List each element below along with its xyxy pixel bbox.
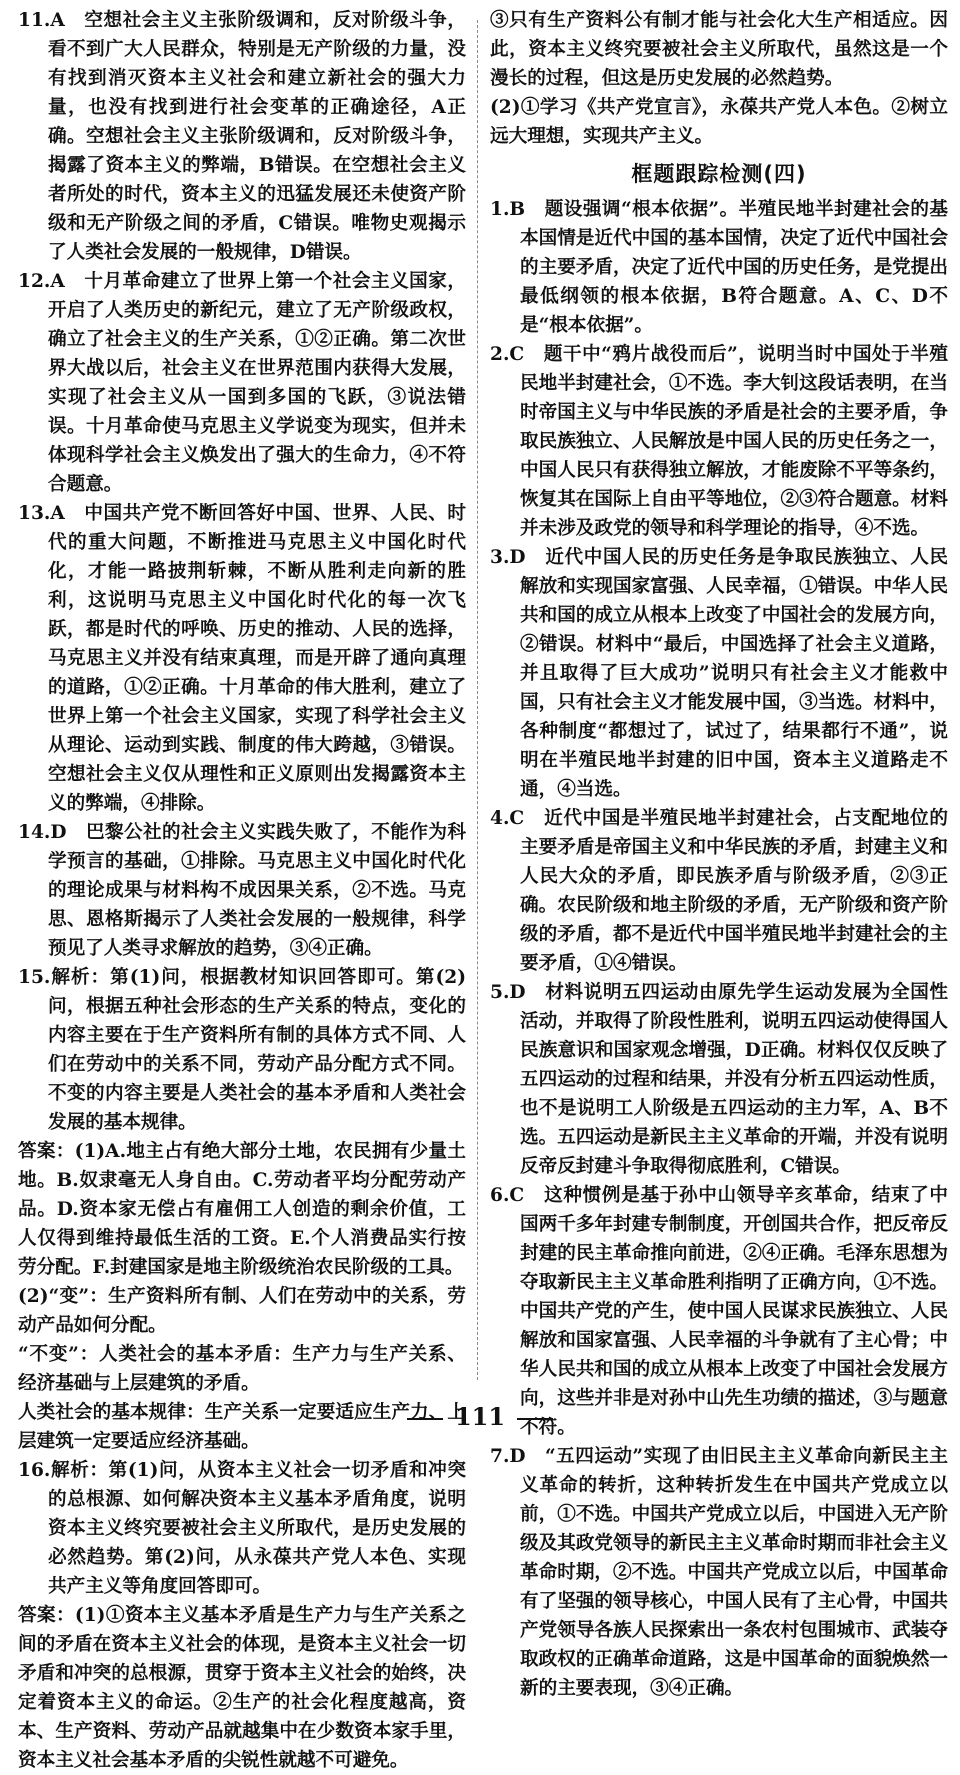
- item-text: “不变”：人类社会的基本矛盾：生产力与生产关系、经济基础与上层建筑的矛盾。: [18, 1344, 466, 1394]
- footer-dash-right: [517, 1418, 553, 1420]
- item-text: (2)“变”：生产资料所有制、人们在劳动中的关系，劳动产品如何分配。: [18, 1286, 466, 1336]
- answer-item: [18, 6, 466, 267]
- item-text: 解析：第(1)问，根据教材知识回答即可。第(2)问，根据五种社会形态的生产关系的特点，变化的内容主要在于生产资料所有制的具体方式不同、人们在劳动中的关系不同，劳动产品分配方式不同。不变的内容主要是人类社会的基本矛盾和人类社会发展的基本规律。: [48, 967, 466, 1133]
- item-number: 11.A: [18, 10, 65, 31]
- item-number: 13.A: [18, 503, 65, 524]
- answer-continuation: [18, 1340, 466, 1398]
- column-divider: [477, 20, 478, 1380]
- item-number: 1.B: [490, 199, 526, 220]
- item-text: 这种惯例是基于孙中山领导辛亥革命，结束了中国两千多年封建专制制度，开创国共合作，把反帝反封建的民主革命推向前进，②④正确。毛泽东思想为夺取新民主主义革命胜利指明了正确方向，①不选。中国共产党的产生，使中国人民谋求民族独立、人民解放和国家富强、人民幸福的斗争就有了主心骨；中华人民共和国的成立从根本上改变了中国社会发展方向，这些并非是对孙中山先生功绩的描述，③与题意不符。: [520, 1185, 948, 1438]
- item-text: “五四运动”实现了由旧民主主义革命向新民主主义革命的转折，这种转折发生在中国共产党成立以前，①不选。中国共产党成立以后，中国进入无产阶级及其政党领导的新民主主义革命时期而非社会主义革命时期，②不选。中国共产党成立以后，中国革命有了坚强的领导核心，中国人民有了主心骨，中国共产党领导各族人民探索出一条农村包围城市、武装夺取政权的正确革命道路，这是中国革命的面貌焕然一新的主要表现，③④正确。: [520, 1446, 948, 1699]
- item-number: 15.: [18, 967, 51, 988]
- answer-continuation: [490, 93, 948, 151]
- answer-item: [18, 499, 466, 818]
- footer-dash-left: [407, 1418, 443, 1420]
- right-column-continuation: [490, 6, 948, 151]
- item-text: 十月革命建立了世界上第一个社会主义国家，开启了人类历史的新纪元，建立了无产阶级政权，确立了社会主义的生产关系，①②正确。第二次世界大战以后，社会主义在世界范围内获得大发展，实现了社会主义从一国到多国的飞跃，③说法错误。十月革命使马克思主义学说变为现实，但并未体现科学社会主义焕发出了强大的生命力，④不符合题意。: [48, 271, 466, 495]
- item-text: ③只有生产资料公有制才能与社会化大生产相适应。因此，资本主义终究要被社会主义所取代，虽然这是一个漫长的过程，但这是历史发展的必然趋势。: [490, 10, 948, 89]
- answer-item: [18, 267, 466, 499]
- item-text: 空想社会主义主张阶级调和，反对阶级斗争，看不到广大人民群众，特别是无产阶级的力量，没有找到消灭资本主义社会和建立新社会的强大力量，也没有找到进行社会变革的正确途径，A正确。空想社会主义主张阶级调和，反对阶级斗争，揭露了资本主义的弊端，B错误。在空想社会主义者所处的时代，资本主义的迅猛发展还未使资产阶级和无产阶级之间的矛盾，C错误。唯物史观揭示了人类社会发展的一般规律，D错误。: [48, 10, 466, 263]
- answer-item: [490, 340, 948, 543]
- answer-item: [490, 1442, 948, 1703]
- item-number: 5.D: [490, 982, 526, 1003]
- item-number: 4.C: [490, 808, 525, 829]
- item-text: (2)①学习《共产党宣言》，永葆共产党人本色。②树立远大理想，实现共产主义。: [490, 97, 948, 147]
- answer-item: [18, 1456, 466, 1601]
- answer-continuation: [18, 1601, 466, 1775]
- item-number: 2.C: [490, 344, 525, 365]
- item-text: 题设强调“根本依据”。半殖民地半封建社会的基本国情是近代中国的基本国情，决定了近代中国社会的主要矛盾，决定了近代中国的历史任务，是党提出最低纲领的根本依据，B符合题意。A、C、D不是“根本依据”。: [520, 199, 948, 336]
- right-column: [490, 6, 948, 1699]
- page-footer: [0, 1402, 960, 1431]
- answer-item: [490, 978, 948, 1181]
- answer-continuation: [490, 6, 948, 93]
- answer-item: [490, 543, 948, 804]
- item-text: 近代中国是半殖民地半封建社会，占支配地位的主要矛盾是帝国主义和中华民族的矛盾，封建主义和人民大众的矛盾，即民族矛盾与阶级矛盾，②③正确。农民阶级和地主阶级的矛盾，无产阶级和资产阶级的矛盾，都不是近代中国半殖民地半封建社会的主要矛盾，①④错误。: [520, 808, 948, 974]
- item-text: 题干中“鸦片战役而后”，说明当时中国处于半殖民地半封建社会，①不选。李大钊这段话表明，在当时帝国主义与中华民族的矛盾是社会的主要矛盾，争取民族独立、人民解放是中国人民的历史任务之一，中国人民只有获得独立解放，才能废除不平等条约，恢复其在国际上自由平等地位，②③符合题意。材料并未涉及政党的领导和科学理论的指导，④不选。: [520, 344, 948, 539]
- item-number: 3.D: [490, 547, 526, 568]
- answer-item: [490, 195, 948, 340]
- answer-item: [18, 963, 466, 1137]
- item-text: 人类社会的基本规律：生产关系一定要适应生产力、上层建筑一定要适应经济基础。: [18, 1402, 466, 1452]
- item-number: 14.D: [18, 822, 67, 843]
- item-number: 12.A: [18, 271, 65, 292]
- item-number: 16.: [18, 1460, 51, 1481]
- left-column: [18, 6, 466, 1771]
- answer-continuation: [18, 1137, 466, 1282]
- right-column-items: [490, 195, 948, 1703]
- answer-continuation: [18, 1282, 466, 1340]
- item-text: 答案：(1)A.地主占有绝大部分土地，农民拥有少量土地。B.奴隶毫无人身自由。C.劳动者平均分配劳动产品。D.资本家无偿占有雇佣工人创造的剩余价值，工人仅得到维持最低生活的工资。E.个人消费品实行按劳分配。F.封建国家是地主阶级统治农民阶级的工具。: [18, 1141, 466, 1278]
- item-text: 材料说明五四运动由原先学生运动发展为全国性活动，并取得了阶段性胜利，说明五四运动使得国人民族意识和国家观念增强，D正确。材料仅仅反映了五四运动的过程和结果，并没有分析五四运动性质，也不是说明工人阶级是五四运动的主力军，A、B不选。五四运动是新民主主义革命的开端，并没有说明反帝反封建斗争取得彻底胜利，C错误。: [520, 982, 948, 1177]
- item-text: 答案：(1)①资本主义基本矛盾是生产力与生产关系之间的矛盾在资本主义社会的体现，是资本主义社会一切矛盾和冲突的总根源，贯穿于资本主义社会的始终，决定着资本主义的命运。②生产的社会化程度越高，资本、生产资料、劳动产品就越集中在少数资本家手里，资本主义社会基本矛盾的尖锐性就越不可避免。: [18, 1605, 466, 1771]
- item-text: 解析：第(1)问，从资本主义社会一切矛盾和冲突的总根源、如何解决资本主义基本矛盾角度，说明资本主义终究要被社会主义所取代，是历史发展的必然趋势。第(2)问，从永葆共产党人本色、实现共产主义等角度回答即可。: [48, 1460, 466, 1597]
- item-number: 6.C: [490, 1185, 525, 1206]
- item-number: 7.D: [490, 1446, 526, 1467]
- item-text: 巴黎公社的社会主义实践失败了，不能作为科学预言的基础，①排除。马克思主义中国化时代化的理论成果与材料构不成因果关系，②不选。马克思、恩格斯揭示了人类社会发展的一般规律，科学预见了人类寻求解放的趋势，③④正确。: [48, 822, 466, 959]
- section-title: 框题跟踪检测(四): [631, 162, 807, 186]
- answer-item: [490, 804, 948, 978]
- item-text: 中国共产党不断回答好中国、世界、人民、时代的重大问题，不断推进马克思主义中国化时代化，才能一路披荆斩棘，不断从胜利走向新的胜利，这说明马克思主义中国化时代化的每一次飞跃，都是时代的呼唤、历史的推动、人民的选择，马克思主义并没有结束真理，而是开辟了通向真理的道路，①②正确。十月革命的伟大胜利，建立了世界上第一个社会主义国家，实现了科学社会主义从理论、运动到实践、制度的伟大跨越，③错误。空想社会主义仅从理性和正义原则出发揭露资本主义的弊端，④排除。: [48, 503, 466, 814]
- page-number: 111: [454, 1402, 506, 1431]
- item-text: 近代中国人民的历史任务是争取民族独立、人民解放和实现国家富强、人民幸福，①错误。中华人民共和国的成立从根本上改变了中国社会的发展方向，②错误。材料中“最后，中国选择了社会主义道路，并且取得了巨大成功”说明只有社会主义才能救中国，只有社会主义才能发展中国，③当选。材料中，各种制度“都想过了，试过了，结果都行不通”，说明在半殖民地半封建的旧中国，资本主义道路走不通，④当选。: [520, 547, 948, 800]
- answer-item: [18, 818, 466, 963]
